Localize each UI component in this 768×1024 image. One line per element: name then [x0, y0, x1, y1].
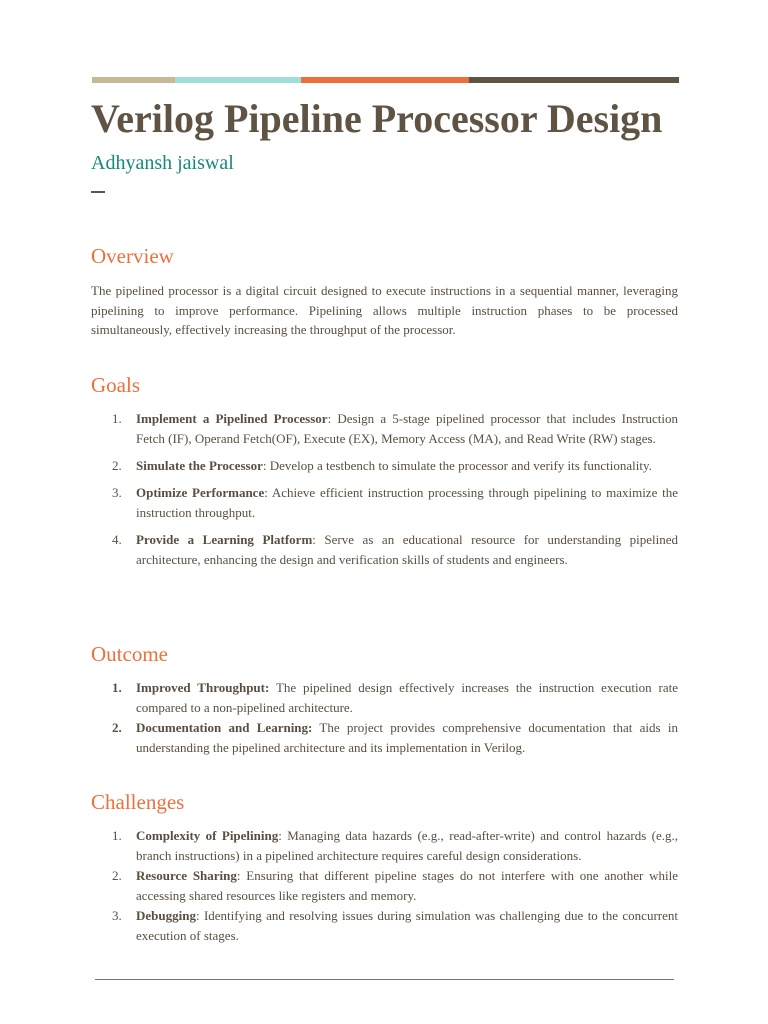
list-item	[91, 718, 678, 758]
list-item	[91, 483, 678, 523]
list-item-text: : Achieve efficient instruction processing through pipelining to maximize the instruction throughput.	[136, 485, 678, 520]
list-item-number: 1.	[112, 411, 122, 426]
footer-divider	[95, 979, 674, 980]
list-item-title: Optimize Performance	[136, 485, 265, 500]
list-item	[91, 866, 678, 906]
list-item	[91, 530, 678, 570]
list-item-text: The project provides comprehensive documentation that aids in understanding the pipelined architecture and its implementation in Verilog.	[136, 720, 678, 755]
list-item-title: Resource Sharing	[136, 868, 237, 883]
list-item-number: 2.	[112, 458, 122, 473]
color-bar-segment	[301, 77, 469, 83]
document-author: Adhyansh jaiswal	[91, 152, 234, 174]
list-item-title: Documentation and Learning:	[136, 720, 313, 735]
color-bar-segment	[92, 77, 175, 83]
list-item-number: 1.	[112, 828, 122, 843]
document-title: Verilog Pipeline Processor Design	[91, 96, 663, 141]
header-color-bar	[92, 77, 679, 83]
goals-list	[91, 409, 678, 577]
list-item-number: 1.	[112, 680, 122, 695]
list-item-text: : Identifying and resolving issues during simulation was challenging due to the concurrent execution of stages.	[136, 908, 678, 943]
color-bar-segment	[175, 77, 301, 83]
list-item-text: : Serve as an educational resource for understanding pipelined architecture, enhancing the design and verification skills of students and engineers.	[136, 532, 678, 567]
list-item-number: 3.	[112, 485, 122, 500]
list-item-title: Provide a Learning Platform	[136, 532, 313, 547]
outcome-list	[91, 678, 678, 758]
title-divider	[91, 191, 105, 193]
challenges-heading: Challenges	[91, 790, 185, 814]
list-item	[91, 678, 678, 718]
list-item-number: 3.	[112, 908, 122, 923]
goals-heading: Goals	[91, 373, 140, 397]
list-item-title: Complexity of Pipelining	[136, 828, 279, 843]
list-item-title: Implement a Pipelined Processor	[136, 411, 328, 426]
list-item-text: : Develop a testbench to simulate the processor and verify its functionality.	[262, 458, 652, 473]
list-item-number: 2.	[112, 720, 122, 735]
overview-paragraph: The pipelined processor is a digital circuit designed to execute instructions in a sequential manner, leveraging pipelining to improve performance. Pipelining allows multiple instruction phases to be processed simultaneously, effectively increasing the throughput of the processor.	[91, 283, 678, 337]
list-item	[91, 456, 678, 476]
list-item-text: The pipelined design effectively increases the instruction execution rate compared to a non-pipelined architecture.	[136, 680, 678, 715]
list-item-number: 2.	[112, 868, 122, 883]
list-item	[91, 906, 678, 946]
outcome-heading: Outcome	[91, 642, 168, 666]
list-item-title: Simulate the Processor	[136, 458, 263, 473]
list-item	[91, 409, 678, 449]
list-item-number: 4.	[112, 532, 122, 547]
list-item-text: : Design a 5-stage pipelined processor that includes Instruction Fetch (IF), Operand Fetch(OF), Execute (EX), Memory Access (MA), and Read Write (RW) stages.	[136, 411, 678, 446]
list-item-text: : Ensuring that different pipeline stages do not interfere with one another while accessing shared resources like registers and memory.	[136, 868, 678, 903]
challenges-list	[91, 826, 678, 946]
overview-heading: Overview	[91, 244, 174, 268]
list-item-text: : Managing data hazards (e.g., read-after-write) and control hazards (e.g., branch instructions) in a pipelined architecture requires careful design considerations.	[136, 828, 679, 863]
list-item	[91, 826, 678, 866]
list-item-title: Improved Throughput:	[136, 680, 270, 695]
list-item-title: Debugging	[136, 908, 196, 923]
color-bar-segment	[469, 77, 679, 83]
